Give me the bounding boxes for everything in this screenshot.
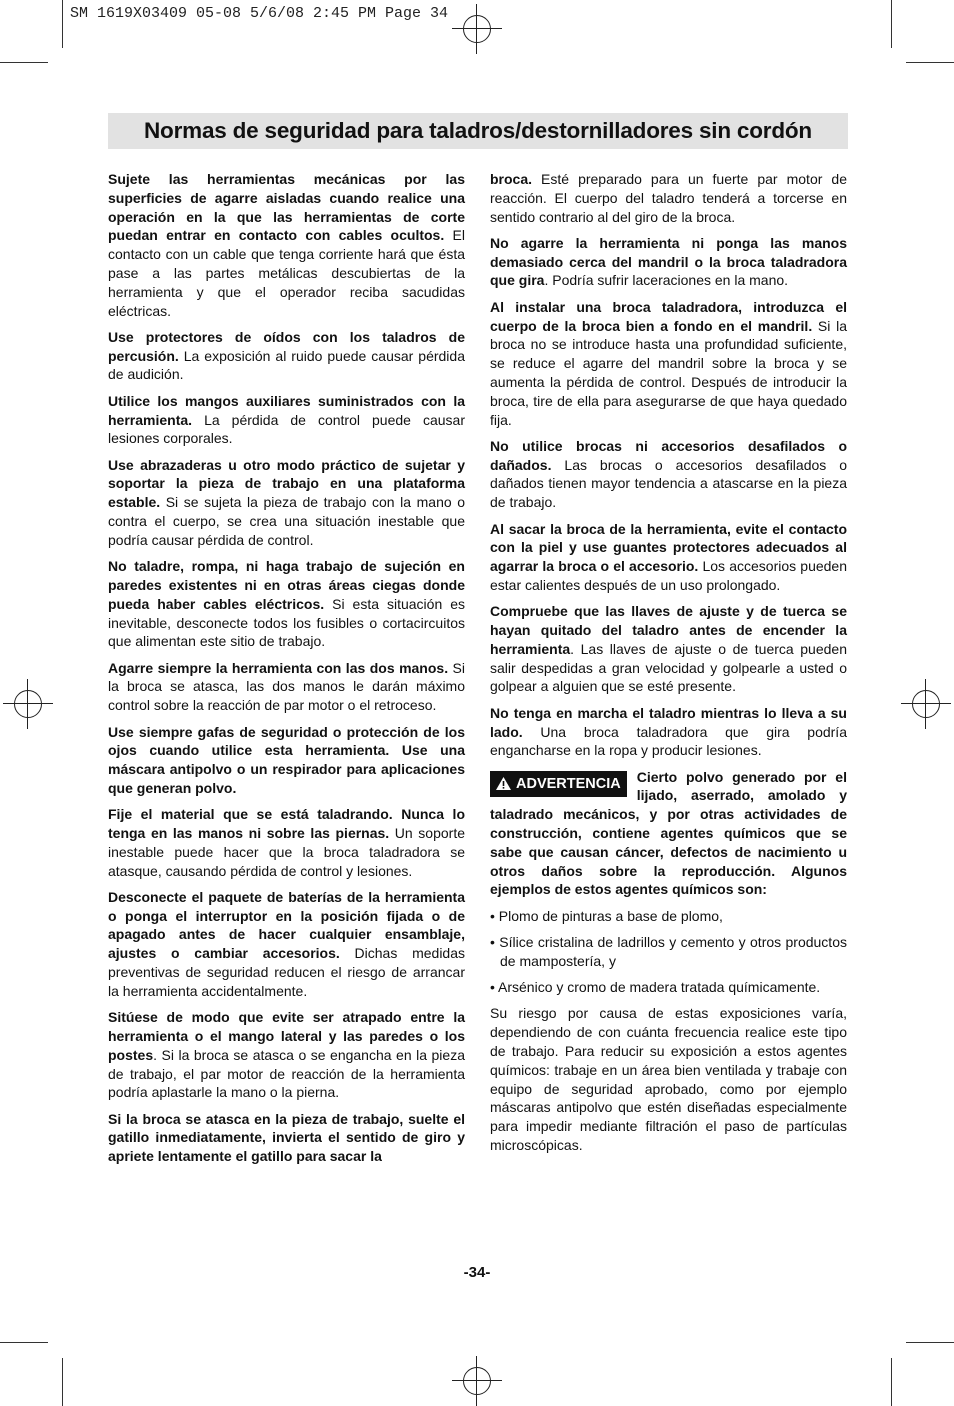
list-item: • Arsénico y cromo de madera tratada químicamente.: [490, 979, 821, 996]
registration-mark-icon: [452, 4, 502, 54]
safety-rule: Sujete las herramientas mecánicas por las superficies de agarre aisladas cuando realice una operación en la que las herramientas de corte puedan entrar en contacto con cables ocultos. El contacto con un cable que tenga corriente hará que ésta pase a las partes metálicas descubiertas de la herramienta y que el operador reciba sacudidas eléctricas.: [108, 171, 465, 319]
crop-mark: [891, 0, 892, 48]
registration-mark-icon: [452, 1356, 502, 1406]
list-item: • Plomo de pinturas a base de plomo,: [490, 907, 723, 924]
safety-rule: Desconecte el paquete de baterías de la herramienta o ponga el interruptor en la posición fijada o de apagado antes de hacer cualquier ensamblaje, ajustes o cambiar accesorios. Dichas medidas preventivas de seguridad reducen el riesgo de arrancar la herramienta accidentalmente.: [108, 888, 465, 999]
crop-mark: [62, 0, 63, 48]
safety-rule: Al instalar una broca taladradora, introduzca el cuerpo de la broca bien a fondo en el mandril. Si la broca no se introduce hasta una profundidad suficiente, se reduce el agarre del mandril sobre la broca y se aumenta la pérdida de control. Después de introducir la broca, tire de ella para asegurarse de que haya quedado fija.: [490, 298, 847, 428]
crop-mark: [0, 62, 48, 63]
safety-rule: Utilice los mangos auxiliares suministrados con la herramienta. La pérdida de control puede causar lesiones corporales.: [108, 392, 465, 447]
safety-rule: Use abrazaderas u otro modo práctico de sujetar y soportar la pieza de trabajo en una plataforma estable. Si se sujeta la pieza de trabajo con la mano o contra el cuerpo, se crea una situación inestable que podría causar pérdida de control.: [108, 456, 465, 548]
safety-rule: Compruebe que las llaves de ajuste y de tuerca se hayan quitado del taladro antes de encender la herramienta. Las llaves de ajuste o de tuerca pueden salir despedidas a gran velocidad y golpearle a usted o golpear a alguien que se esté presente.: [490, 603, 847, 695]
safety-rule: Si la broca se atasca en la pieza de trabajo, suelte el gatillo inmediatamente, invierta el sentido de giro y apriete lentamente el gatillo para sacar la: [108, 1110, 465, 1165]
safety-rule: No agarre la herramienta ni ponga las manos demasiado cerca del mandril o la broca taladradora que gira. Podría sufrir laceraciones en la mano.: [490, 234, 847, 289]
page-title: Normas de seguridad para taladros/destornilladores sin cordón: [144, 118, 812, 143]
safety-rule: No taladre, rompa, ni haga trabajo de sujeción en paredes existentes ni en otras áreas ciegas donde pueda haber cables eléctricos. Si esta situación es inevitable, desconecte todos los fusibles o cortacircuitos que alimentan este sitio de trabajo.: [108, 558, 465, 650]
list-item: • Sílice cristalina de ladrillos y cemento y otros productos de mampostería, y: [490, 933, 847, 969]
registration-mark-icon: [3, 679, 53, 729]
safety-rule: No tenga en marcha el taladro mientras lo lleva a su lado. Una broca taladradora que gira podría engancharse en la ropa y producir lesiones.: [490, 704, 847, 759]
warning-label: ADVERTENCIA: [516, 775, 621, 792]
crop-mark: [906, 62, 954, 63]
warning-triangle-icon: [496, 777, 511, 790]
crop-mark: [906, 1342, 954, 1343]
chemical-list: [490, 907, 847, 997]
crop-mark: [0, 1342, 48, 1343]
registration-mark-icon: [901, 679, 951, 729]
safety-rule: Agarre siempre la herramienta con las dos manos. Si la broca se atasca, las dos manos le darán máximo control sobre la reacción de par motor o el retroceso.: [108, 659, 465, 714]
safety-rule: broca. Esté preparado para un fuerte par motor de reacción. El cuerpo del taladro tenderá a torcerse en sentido contrario al del giro de la broca.: [490, 171, 847, 225]
safety-rule: Use siempre gafas de seguridad o protección de los ojos cuando utilice esta herramienta. Use una máscara antipolvo o un respirador para aplicaciones que generan polvo.: [108, 723, 465, 796]
page-number: -34-: [463, 1264, 491, 1281]
safety-rule: Al sacar la broca de la herramienta, evite el contacto con la piel y use guantes protectores adecuados al agarrar la broca o el accesorio. Los accesorios pueden estar calientes después de un uso prolongado.: [490, 520, 847, 593]
safety-rule: No utilice brocas ni accesorios desafilados o dañados. Las brocas o accesorios desafilados o dañados tienen mayor tendencia a atascarse en la pieza de trabajo.: [490, 437, 847, 511]
crop-mark: [62, 1358, 63, 1406]
safety-rule: Sitúese de modo que evite ser atrapado entre la herramienta o el mango lateral y las paredes o los postes. Si la broca se atasca o se engancha en la pieza de trabajo, el par motor de reacción de la herramienta podría aplastarle la mano o la pierna.: [108, 1009, 465, 1101]
print-slug: SM 1619X03409 05-08 5/6/08 2:45 PM Page 34: [70, 5, 449, 22]
warning-badge: [490, 771, 627, 797]
warning-text: Cierto polvo generado por el lijado, aserrado, amolado y taladrado mecánicos, y por otras actividades de construcción, contiene agentes químicos que se sabe que causan cáncer, defectos de nacimiento u otros daños sobre la reproducción. Algunos ejemplos de estos agentes químicos son:: [490, 768, 847, 898]
warning-block: [490, 768, 847, 900]
closing-paragraph: Su riesgo por causa de estas exposiciones varía, dependiendo de con cuánta frecuencia realice este tipo de trabajo. Para reducir su exposición a estos agentes químicos: trabaje en un área bien ventilada y trabaje con equipo de seguridad aprobado, como por ejemplo máscaras antipolvo que estén diseñadas especialmente para impedir mediante filtración el paso de partículas microscópicas.: [490, 1005, 847, 1153]
safety-rule: Fije el material que se está taladrando. Nunca lo tenga en las manos ni sobre las piernas. Un soporte inestable puede hacer que la broca taladradora se atasque, causando pérdida de control y lesiones.: [108, 806, 465, 879]
left-column: [108, 170, 465, 1174]
right-column: [490, 170, 847, 1162]
crop-mark: [891, 1358, 892, 1406]
title-banner: [108, 113, 848, 149]
safety-rule: Use protectores de oídos con los taladros de percusión. La exposición al ruido puede causar pérdida de audición.: [108, 328, 465, 383]
